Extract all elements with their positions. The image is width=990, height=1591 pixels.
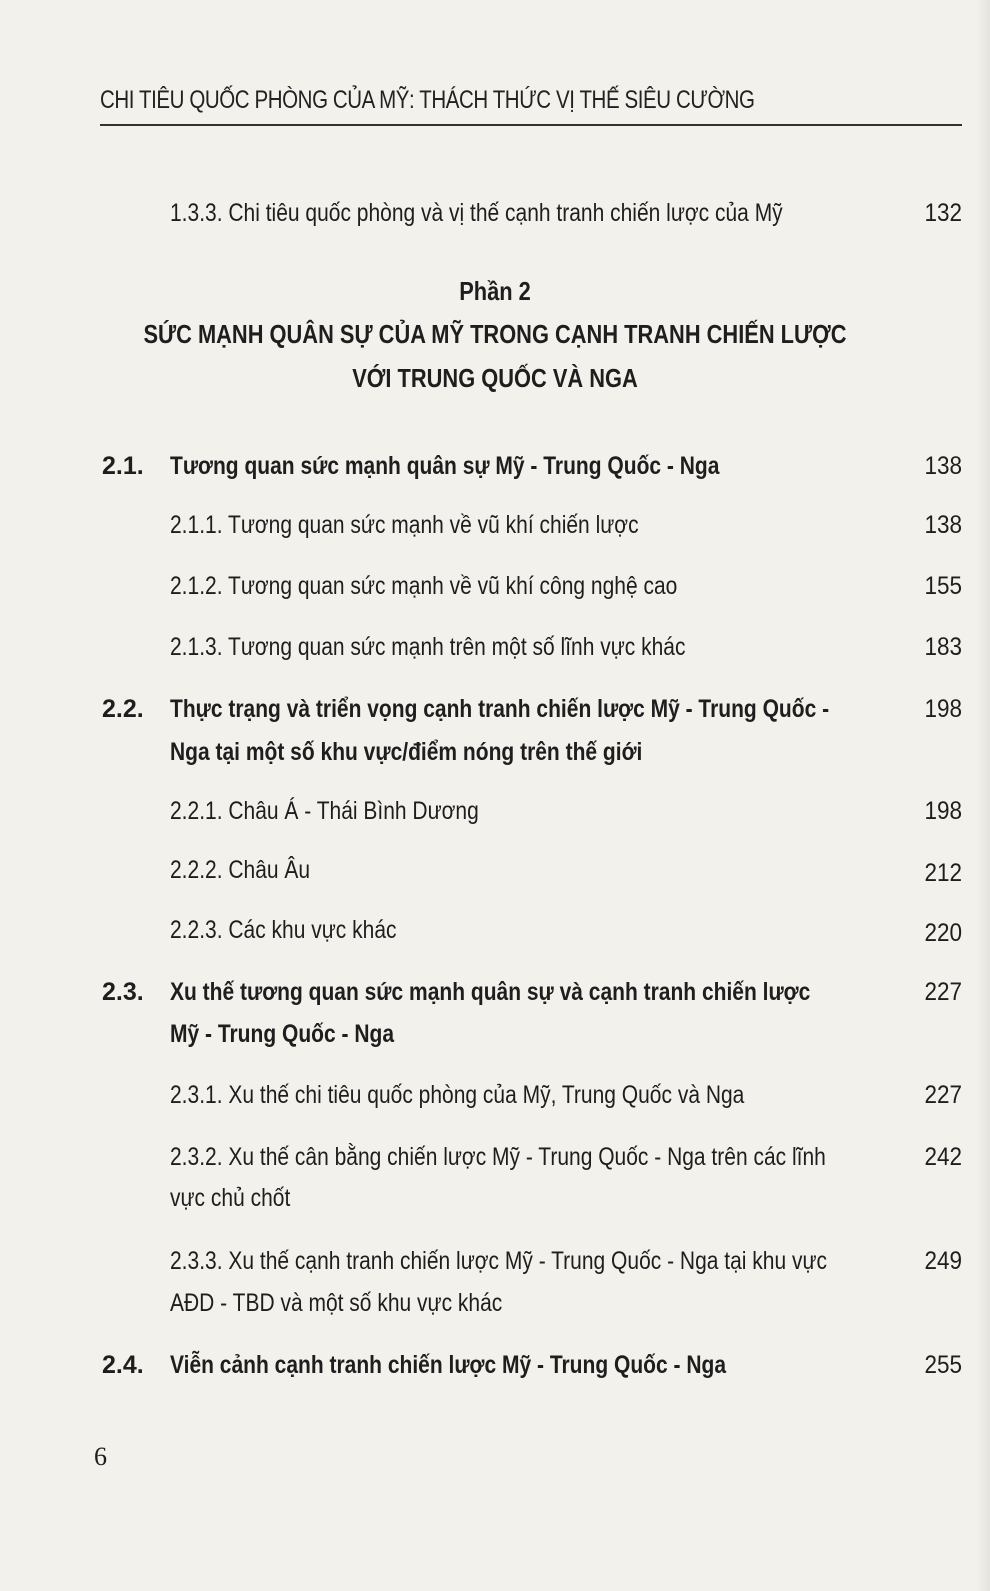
toc-page-2-1: 138 — [924, 452, 962, 480]
toc-page-2-3-1: 227 — [924, 1081, 962, 1109]
toc-section-number: 2.2. — [102, 695, 144, 723]
toc-entry-2-2-3: 2.2.3. Các khu vực khác — [170, 916, 397, 944]
toc-page-2-3-2: 242 — [924, 1143, 962, 1171]
toc-entry-2-3-3-line-1: 2.3.3. Xu thế cạnh tranh chiến lược Mỹ - Trung Quốc - Nga tại khu vực — [170, 1247, 828, 1275]
toc-page-2-4: 255 — [924, 1351, 962, 1379]
page-number: 6 — [94, 1442, 107, 1471]
toc-page-2-1-3: 183 — [924, 633, 962, 661]
toc-page-2-2-3: 220 — [924, 919, 962, 947]
toc-section-number: 2.4. — [102, 1351, 144, 1379]
toc-page-2-3: 227 — [924, 978, 962, 1006]
toc-page-2-1-1: 138 — [924, 511, 962, 539]
toc-entry-2-1-3: 2.1.3. Tương quan sức mạnh trên một số lĩnh vực khác — [170, 633, 686, 661]
page-edge-shadow — [976, 0, 990, 1591]
toc-entry-2-1-2: 2.1.2. Tương quan sức mạnh về vũ khí công nghệ cao — [170, 572, 678, 600]
toc-section-2-3-line-1: Xu thế tương quan sức mạnh quân sự và cạnh tranh chiến lược — [170, 978, 811, 1006]
toc-section-2-2-line-1: Thực trạng và triển vọng cạnh tranh chiến lược Mỹ - Trung Quốc - — [170, 695, 830, 723]
toc-section-2-3-line-2: Mỹ - Trung Quốc - Nga — [170, 1020, 395, 1048]
toc-entry-1-3-3: 1.3.3. Chi tiêu quốc phòng và vị thế cạnh tranh chiến lược của Mỹ — [170, 199, 783, 227]
toc-entry-2-3-3-line-2: AĐD - TBD và một số khu vực khác — [170, 1289, 503, 1317]
part-title-line-1: SỨC MẠNH QUÂN SỰ CỦA MỸ TRONG CẠNH TRANH CHIẾN LƯỢC — [143, 319, 847, 349]
toc-page-2-1-2: 155 — [924, 572, 962, 600]
toc-section-2-2-line-2: Nga tại một số khu vực/điểm nóng trên thế giới — [170, 738, 643, 766]
toc-page-2-2-2: 212 — [924, 859, 962, 887]
toc-section-2-4: Viễn cảnh cạnh tranh chiến lược Mỹ - Trung Quốc - Nga — [170, 1351, 727, 1379]
toc-section-number: 2.1. — [102, 452, 144, 480]
toc-entry-2-2-1: 2.2.1. Châu Á - Thái Bình Dương — [170, 797, 479, 825]
toc-entry-2-3-1: 2.3.1. Xu thế chi tiêu quốc phòng của Mỹ, Trung Quốc và Nga — [170, 1081, 745, 1109]
header-rule — [100, 124, 962, 126]
toc-entry-2-3-2-line-2: vực chủ chốt — [170, 1184, 291, 1212]
toc-page-2-2-1: 198 — [924, 797, 962, 825]
toc-section-number: 2.3. — [102, 978, 144, 1006]
toc-page-2-3-3: 249 — [924, 1247, 962, 1275]
toc-section-2-1: Tương quan sức mạnh quân sự Mỹ - Trung Quốc - Nga — [170, 452, 720, 480]
part-title-line-2: VỚI TRUNG QUỐC VÀ NGA — [352, 363, 638, 393]
part-label: Phần 2 — [459, 276, 531, 306]
toc-page-1-3-3: 132 — [924, 199, 962, 227]
toc-entry-2-1-1: 2.1.1. Tương quan sức mạnh về vũ khí chiến lược — [170, 511, 639, 539]
running-header: CHI TIÊU QUỐC PHÒNG CỦA MỸ: THÁCH THỨC VỊ THẾ SIÊU CƯỜNG — [100, 86, 755, 114]
toc-entry-2-3-2-line-1: 2.3.2. Xu thế cân bằng chiến lược Mỹ - Trung Quốc - Nga trên các lĩnh — [170, 1143, 826, 1171]
toc-entry-2-2-2: 2.2.2. Châu Âu — [170, 856, 311, 884]
toc-page-2-2: 198 — [924, 695, 962, 723]
